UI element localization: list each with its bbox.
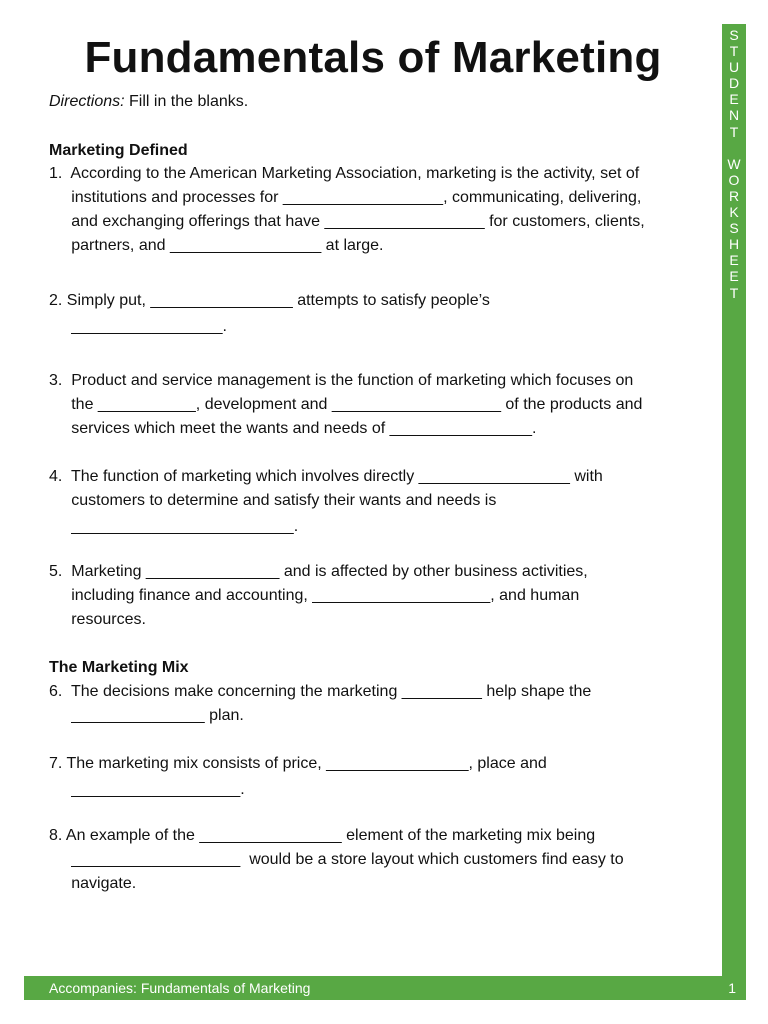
directions [49, 90, 248, 114]
side-letter: U [728, 59, 740, 76]
side-letter: S [729, 27, 739, 43]
side-letter: R [728, 187, 740, 204]
side-letter: E [729, 252, 739, 269]
question-line: 7. The marketing mix consists of price, ________________, place and [49, 755, 547, 772]
side-letter: D [728, 75, 740, 92]
question-line: 2. Simply put, ________________ attempts to satisfy people’s [49, 292, 490, 309]
section-heading-marketing-defined: Marketing Defined [49, 142, 188, 159]
question-7 [49, 752, 709, 802]
side-letter: W [727, 155, 741, 172]
question-1 [49, 162, 709, 258]
side-letter: O [728, 171, 740, 188]
side-letter: E [729, 268, 739, 285]
side-letter: T [729, 43, 739, 60]
question-8 [49, 824, 709, 896]
question-line: ___________________. [49, 781, 245, 798]
question-line: 6. The decisions make concerning the marketing _________ help shape the [49, 683, 592, 700]
question-line: services which meet the wants and needs of ________________. [49, 420, 537, 437]
footer-text: Accompanies: Fundamentals of Marketing [49, 980, 311, 996]
question-line: and exchanging offerings that have __________________ for customers, clients, [49, 213, 645, 230]
side-letter: H [728, 236, 740, 253]
question-line: 5. Marketing _______________ and is affected by other business activities, [49, 563, 588, 580]
question-line: _______________ plan. [49, 707, 244, 724]
question-line: 1. According to the American Marketing Association, marketing is the activity, set of [49, 165, 640, 182]
section-heading-marketing-mix: The Marketing Mix [49, 659, 189, 676]
question-4 [49, 465, 709, 539]
question-line: customers to determine and satisfy their wants and needs is [49, 492, 497, 509]
side-letter: K [729, 204, 739, 221]
question-line: partners, and _________________ at large. [49, 237, 384, 254]
question-3 [49, 369, 709, 441]
question-line: resources. [49, 611, 146, 628]
side-letter: E [729, 91, 739, 108]
side-letter: T [729, 284, 739, 301]
question-line: _________________________. [49, 518, 299, 535]
side-letter: N [728, 107, 740, 124]
question-line: the ___________, development and ___________________ of the products and [49, 396, 643, 413]
question-line: 8. An example of the ________________ element of the marketing mix being [49, 827, 596, 844]
question-line: institutions and processes for __________________, communicating, delivering, [49, 189, 642, 206]
question-line: _________________. [49, 318, 227, 335]
question-line: 4. The function of marketing which involves directly _________________ with [49, 468, 603, 485]
question-line: 3. Product and service management is the function of marketing which focuses on [49, 372, 634, 389]
side-banner-text [722, 27, 746, 301]
side-letter: S [729, 220, 739, 237]
side-banner [722, 24, 746, 976]
footer-bar [24, 976, 746, 1000]
page-title: Fundamentals of Marketing [84, 33, 662, 82]
question-line: ___________________ would be a store layout which customers find easy to [49, 851, 624, 868]
question-6 [49, 680, 709, 728]
side-letter: T [729, 123, 739, 140]
question-line: navigate. [49, 875, 137, 892]
directions-text: Fill in the blanks. [124, 93, 249, 110]
page-number: 1 [728, 980, 736, 996]
question-line: including finance and accounting, ____________________, and human [49, 587, 580, 604]
question-2 [49, 289, 709, 339]
directions-label: Directions: [49, 93, 125, 110]
question-5 [49, 560, 709, 632]
